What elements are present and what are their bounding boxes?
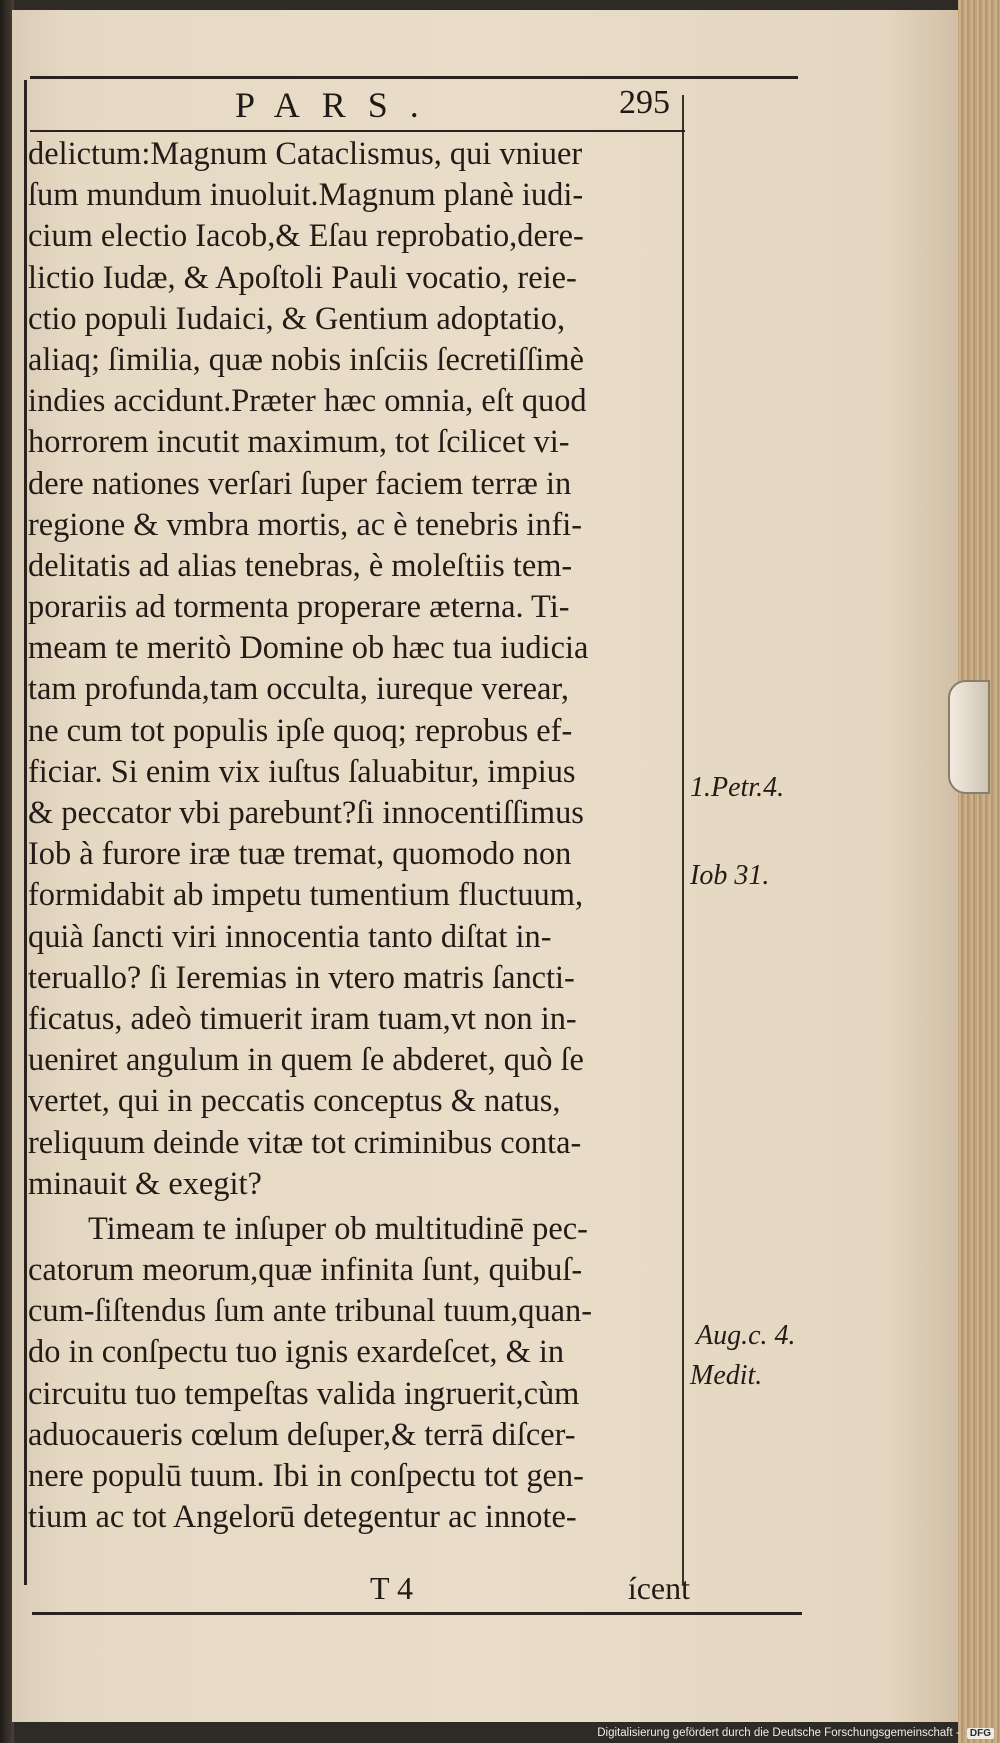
text-line: dere nationes verſari ſuper faciem terræ in	[28, 465, 572, 502]
page-edges	[958, 0, 1000, 1743]
catchword: ícent	[627, 1570, 690, 1606]
signature-mark: T 4	[370, 1570, 413, 1606]
text-line: cium electio Iacob,& Eſau reprobatio,dere-	[28, 218, 584, 255]
text-line: ne cum tot populis ipſe quoq; reprobus ef-	[28, 712, 573, 749]
text-line: quià ſancti viri innocentia tanto diſtat in-	[28, 918, 552, 955]
text-line: tium ac tot Angelorū detegentur ac innote-	[28, 1499, 577, 1536]
page-number: 295	[619, 84, 670, 121]
text-line: minauit & exegit?	[28, 1165, 262, 1202]
text-line: lictio Iudæ, & Apoſtoli Pauli vocatio, reie-	[28, 259, 577, 296]
text-line: & peccator vbi parebunt?ſi innocentiſſimus	[28, 795, 584, 831]
margin-note-aug: Aug.c. 4.	[696, 1320, 796, 1351]
text-line: circuitu tuo tempeſtas valida ingruerit,cùm	[28, 1375, 580, 1412]
margin-note-iob: Iob 31.	[690, 860, 770, 891]
digitization-credit	[597, 1727, 994, 1739]
running-title: PARS.	[235, 85, 441, 125]
text-line: vertet, qui in peccatis conceptus & natus,	[28, 1083, 561, 1120]
running-header	[30, 84, 670, 130]
main-text	[28, 134, 684, 1538]
text-line: do in conſpectu tuo ignis exardeſcet, & in	[28, 1334, 565, 1371]
top-rule	[30, 76, 798, 79]
text-line: aduocaueris cœlum deſuper,& terrā diſcer-	[28, 1416, 576, 1453]
text-line: catorum meorum,quæ infinita ſunt, quibuſ-	[28, 1252, 583, 1289]
text-line: meam te meritò Domine ob hæc tua iudicia	[28, 630, 589, 667]
bottom-rule	[32, 1612, 802, 1615]
text-line: formidabit ab impetu tumentium fluctuum,	[28, 877, 584, 914]
text-line: reliquum deinde vitæ tot criminibus conta-	[28, 1124, 582, 1161]
page-footer	[30, 1570, 690, 1610]
text-line: teruallo? ſi Ieremias in vtero matris ſancti-	[28, 959, 575, 996]
text-line: delictum:Magnum Cataclismus, qui vniuer	[28, 136, 583, 172]
text-line: ctio populi Iudaici, & Gentium adoptatio,	[28, 300, 566, 337]
text-line: porariis ad tormenta properare æterna. Ti-	[28, 589, 570, 626]
frame-left-rule	[24, 80, 27, 1585]
text-line: indies accidunt.Præter hæc omnia, eſt quod	[28, 383, 587, 420]
text-line: horrorem incutit maximum, tot ſcilicet vi-	[28, 424, 570, 461]
text-line: ueniret angulum in quem ſe abderet, quò ſe	[28, 1042, 584, 1079]
text-line: cum-ſiſtendus ſum ante tribunal tuum,quan-	[28, 1293, 593, 1330]
book-clasp	[948, 680, 990, 794]
margin-note-petr: 1.Petr.4.	[690, 772, 785, 803]
dfg-logo: DFG	[967, 1728, 994, 1739]
text-line: Timeam te inſuper ob multitudinē pec-	[88, 1210, 588, 1247]
text-line: tam profunda,tam occulta, iureque verear,	[28, 671, 569, 708]
text-line: ficiar. Si enim vix iuſtus ſaluabitur, impius	[28, 753, 576, 790]
text-line: Iob à furore iræ tuæ tremat, quomodo non	[28, 836, 572, 873]
text-line: ſum mundum inuoluit.Magnum planè iudi-	[28, 177, 584, 214]
margin-note-medit: Medit.	[690, 1360, 763, 1391]
text-line: aliaq; ſimilia, quæ nobis inſciis ſecretiſſimè	[28, 341, 584, 378]
text-line: ficatus, adeò timuerit iram tuam,vt non in-	[28, 1000, 577, 1037]
credit-text: Digitalisierung gefördert durch die Deutsche Forschungsgemeinschaft -	[597, 1727, 960, 1739]
header-rule	[30, 130, 685, 132]
text-line: delitatis ad alias tenebras, è moleſtiis tem-	[28, 547, 573, 584]
text-line: regione & vmbra mortis, ac è tenebris infi-	[28, 506, 583, 543]
text-line: nere populū tuum. Ibi in conſpectu tot gen-	[28, 1458, 584, 1494]
